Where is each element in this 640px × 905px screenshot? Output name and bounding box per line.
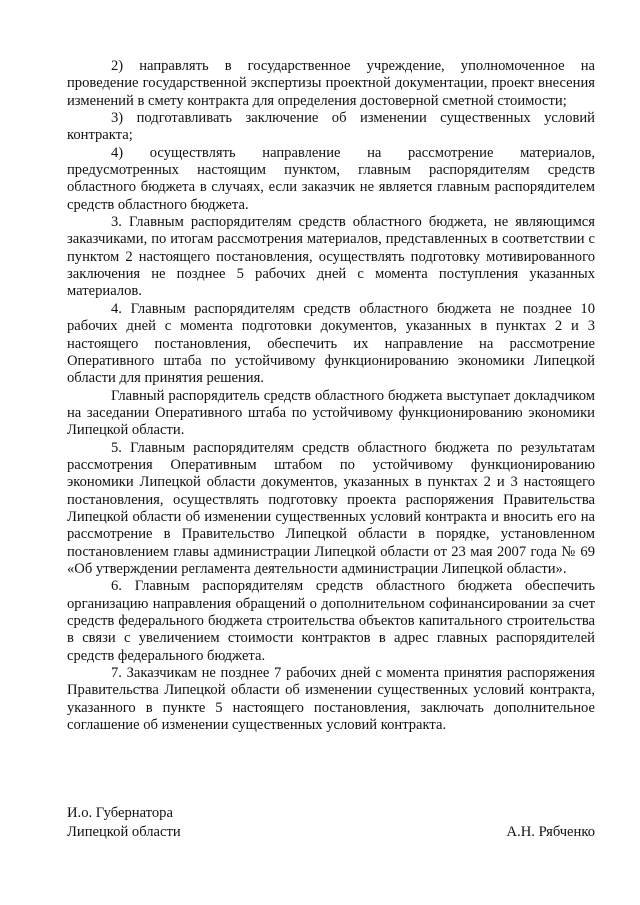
paragraph-clause-6: 6. Главным распорядителям средств областного бюджета обеспечить организацию направления обращений о дополнительном софинансировании за счет средств федерального бюджета строительства объектов капитального строительства в связи с увеличением стоимости контрактов в адрес главных распорядителей средств федерального бюджета. [67,578,595,664]
signature-block [67,804,595,842]
paragraph-clause-3: 3. Главным распорядителям средств областного бюджета, не являющимся заказчиками, по итогам рассмотрения материалов, представленных в соответствии с пунктом 2 настоящего постановления, осуществлять подготовку мотивированного заключения не позднее 5 рабочих дней с момента поступления указанных материалов. [67,214,595,300]
document-body [67,58,595,734]
paragraph-item-3: 3) подготавливать заключение об изменении существенных условий контракта; [67,110,595,144]
paragraph-clause-7: 7. Заказчикам не позднее 7 рабочих дней с момента принятия распоряжения Правительства Липецкой области об изменении существенных условий контракта, указанного в пункте 5 настоящего постановления, заключать дополнительное соглашение об изменении существенных условий контракта. [67,665,595,734]
paragraph-item-4: 4) осуществлять направление на рассмотрение материалов, предусмотренных настоящим пунктом, главным распорядителям средств областного бюджета в случаях, если заказчик не является главным распорядителем средств областного бюджета. [67,144,595,213]
paragraph-clause-4: 4. Главным распорядителям средств областного бюджета не позднее 10 рабочих дней с момента подготовки документов, указанных в пунктах 2 и 3 настоящего постановления, обеспечить их направление на рассмотрение Оперативного штаба по устойчивому функционированию экономики Липецкой области для принятия решения. [67,300,595,387]
signature-position-line2: Липецкой области [67,824,181,840]
paragraph-clause-4-speaker: Главный распорядитель средств областного бюджета выступает докладчиком на заседании Оперативного штаба по устойчивому функционированию экономики Липецкой области. [67,387,595,439]
signature-position-line1: И.о. Губернатора [67,805,173,821]
signatory-name: А.Н. Рябченко [506,824,595,840]
paragraph-clause-5: 5. Главным распорядителям средств областного бюджета по результатам рассмотрения Оперативным штабом по устойчивому функционированию экономики Липецкой области документов, указанных в пунктах 2 и 3 настоящего постановления, осуществлять подготовку проекта распоряжения Правительства Липецкой области об изменении существенных условий контракта и вносить его на рассмотрение в Правительство Липецкой области в порядке, установленном постановлением главы администрации Липецкой области от 23 мая 2007 года № 69 «Об утверждении регламента деятельности администрации Липецкой области». [67,439,595,577]
paragraph-item-2: 2) направлять в государственное учреждение, уполномоченное на проведение государственной экспертизы проектной документации, проект внесения изменений в смету контракта для определения достоверной сметной стоимости; [67,58,595,109]
signature-row [67,823,595,842]
